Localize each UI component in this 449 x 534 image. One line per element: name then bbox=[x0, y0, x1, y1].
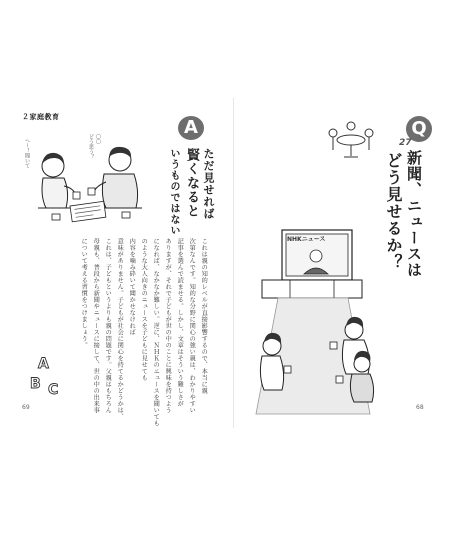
body-column: のような大人向きのニュースを子どもに見せても bbox=[140, 238, 148, 381]
body-column: について考える習慣をつけましょう。 bbox=[80, 238, 88, 349]
question-number: 27 bbox=[399, 138, 412, 148]
family-watching-tv-illustration bbox=[238, 226, 388, 418]
abc-blocks-illustration bbox=[28, 354, 68, 398]
svg-text:C: C bbox=[48, 382, 59, 398]
body-column: これは親の知的レベルが直接影響するので、本当に親 bbox=[200, 238, 208, 394]
answer-badge: A bbox=[178, 116, 204, 140]
body-column: 意味がありません。子どもが社会に関心を持てるかどうかは、 bbox=[116, 238, 124, 420]
body-column: これは、子どもというよりも親の問題です。父親はもちろん bbox=[104, 238, 112, 414]
question-heading-line-2: どう見せるか？ bbox=[384, 152, 403, 271]
svg-text:A: A bbox=[38, 356, 49, 372]
body-column: ありますが、それで子どもが世の中のことに興味を持つよう bbox=[164, 238, 172, 414]
body-column: 母親も、普段から新聞やニュースに接して、世の中の出来事 bbox=[92, 238, 100, 414]
page-gutter bbox=[233, 98, 234, 428]
body-column: 記事を選んで読ませる。しかし、文章はそういう難しさが bbox=[176, 238, 184, 407]
answer-heading-line-2: 賢くなると bbox=[184, 148, 199, 218]
page-number-right: 68 bbox=[416, 404, 424, 411]
speech-bubble-woman: へ～！聞いて bbox=[24, 138, 30, 168]
section-label: ２家庭教育 bbox=[22, 113, 60, 121]
svg-text:B: B bbox=[30, 376, 41, 392]
book-spread bbox=[10, 98, 442, 428]
page-number-left: 69 bbox=[22, 404, 30, 411]
answer-heading-line-3: いうものではない bbox=[168, 148, 179, 236]
question-badge: Q bbox=[406, 116, 432, 142]
body-column: 次第なんです。知的な分野に関心の強い親は、わかりやすい bbox=[188, 238, 196, 414]
speech-bubble-man: 〇〇 どう思う？ bbox=[88, 134, 101, 159]
body-column: 内容を噛み砕いて聞かせなければ bbox=[128, 238, 136, 336]
couple-talking-illustration bbox=[18, 126, 148, 224]
dining-table-icon bbox=[328, 120, 374, 160]
body-column: になれば、なかなか難しい。逆に、ＮＨＫのニュースを聞いても bbox=[152, 238, 160, 427]
answer-heading-line-1: ただ見せれば bbox=[202, 148, 215, 220]
question-heading-line-1: 新聞、ニュースは bbox=[405, 150, 423, 278]
tv-screen-label: NHKニュース bbox=[287, 236, 326, 243]
